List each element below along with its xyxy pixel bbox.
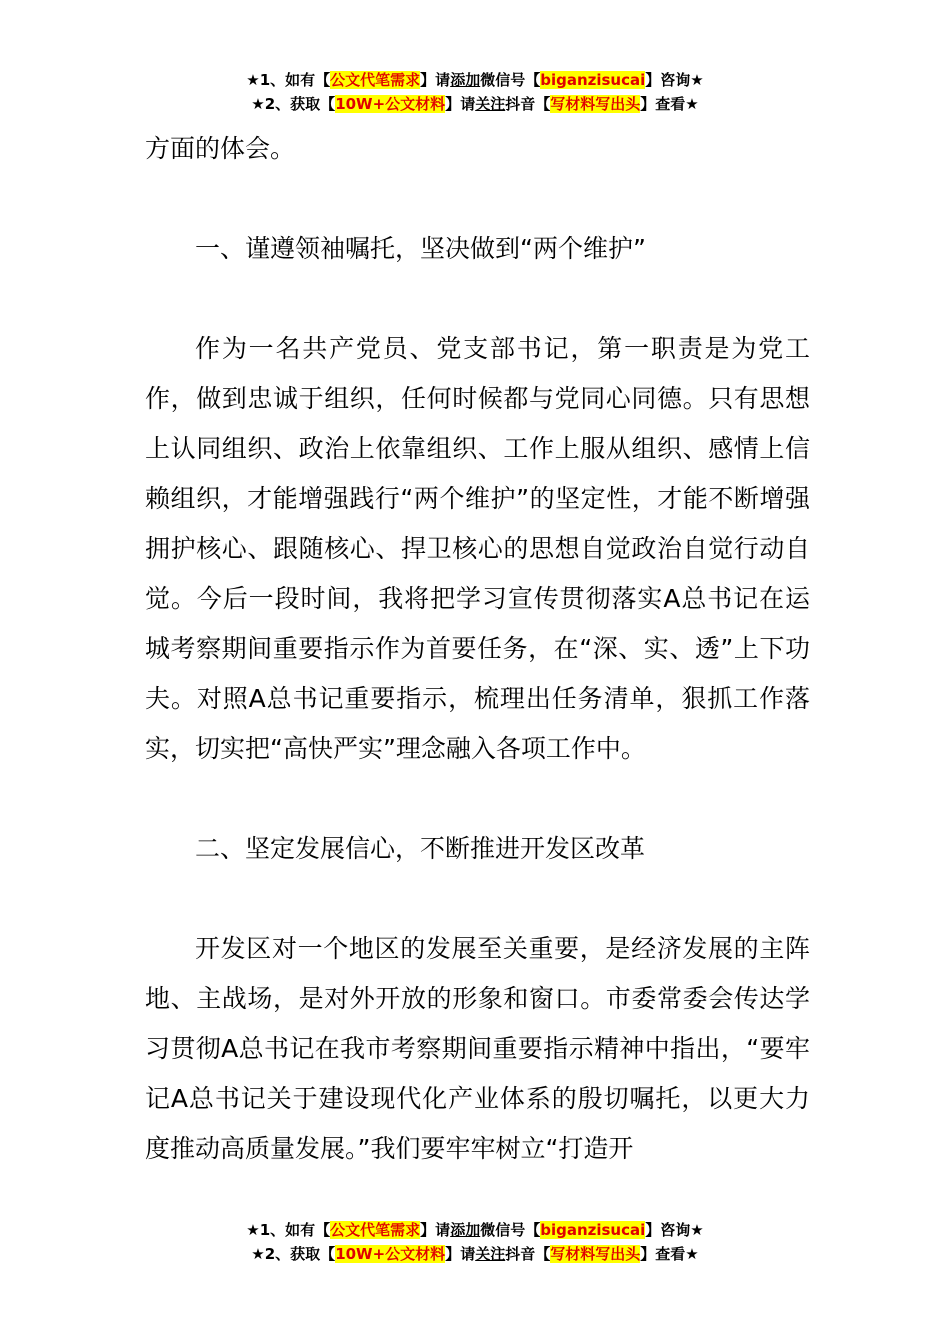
banner-highlight-service: 公文代笔需求 bbox=[330, 71, 421, 89]
banner-highlight-materials: 10W+公文材料 bbox=[335, 95, 446, 113]
paragraph-2: 开发区对一个地区的发展至关重要，是经济发展的主阵地、主战场，是对外开放的形象和窗口。市委常委会传达学习贯彻A总书记在我市考察期间重要指示精神中指出，“要牢记A总书记关于建设现代化产业体系的殷切嘱托，以更大力度推动高质量发展。”我们要牢牢树立“打造开 bbox=[145, 934, 810, 1163]
banner-highlight-wechat: biganzisucai bbox=[540, 1221, 646, 1239]
banner-line-1: ★1、如有【公文代笔需求】请添加微信号【biganzisucai】咨询★ bbox=[246, 1221, 704, 1239]
banner-line-2: ★2、获取【10W+公文材料】请关注抖音【写材料写出头】查看★ bbox=[251, 95, 699, 113]
section-heading-2: 二、坚定发展信心，不断推进开发区改革 bbox=[195, 834, 646, 863]
header-banner bbox=[0, 68, 950, 116]
section-heading-1: 一、谨遵领袖嘱托，坚决做到“两个维护” bbox=[195, 234, 646, 263]
banner-highlight-douyin: 写材料写出头 bbox=[550, 1245, 641, 1263]
paragraph-1: 作为一名共产党员、党支部书记，第一职责是为党工作，做到忠诚于组织，任何时候都与党同心同德。只有思想上认同组织、政治上依靠组织、工作上服从组织、感情上信赖组织，才能增强践行“两个维护”的坚定性，才能不断增强拥护核心、跟随核心、捍卫核心的思想自觉政治自觉行动自觉。今后一段时间，我将把学习宣传贯彻落实A总书记在运城考察期间重要指示作为首要任务，在“深、实、透”上下功夫。对照A总书记重要指示，梳理出任务清单，狠抓工作落实，切实把“高快严实”理念融入各项工作中。 bbox=[145, 334, 810, 763]
footer-banner bbox=[0, 1218, 950, 1266]
banner-highlight-douyin: 写材料写出头 bbox=[550, 95, 641, 113]
paragraph-continuation: 方面的体会。 bbox=[145, 134, 296, 163]
banner-highlight-service: 公文代笔需求 bbox=[330, 1221, 421, 1239]
banner-line-1: ★1、如有【公文代笔需求】请添加微信号【biganzisucai】咨询★ bbox=[246, 71, 704, 89]
banner-highlight-wechat: biganzisucai bbox=[540, 71, 646, 89]
document-body bbox=[145, 124, 810, 1174]
banner-line-2: ★2、获取【10W+公文材料】请关注抖音【写材料写出头】查看★ bbox=[251, 1245, 699, 1263]
banner-highlight-materials: 10W+公文材料 bbox=[335, 1245, 446, 1263]
